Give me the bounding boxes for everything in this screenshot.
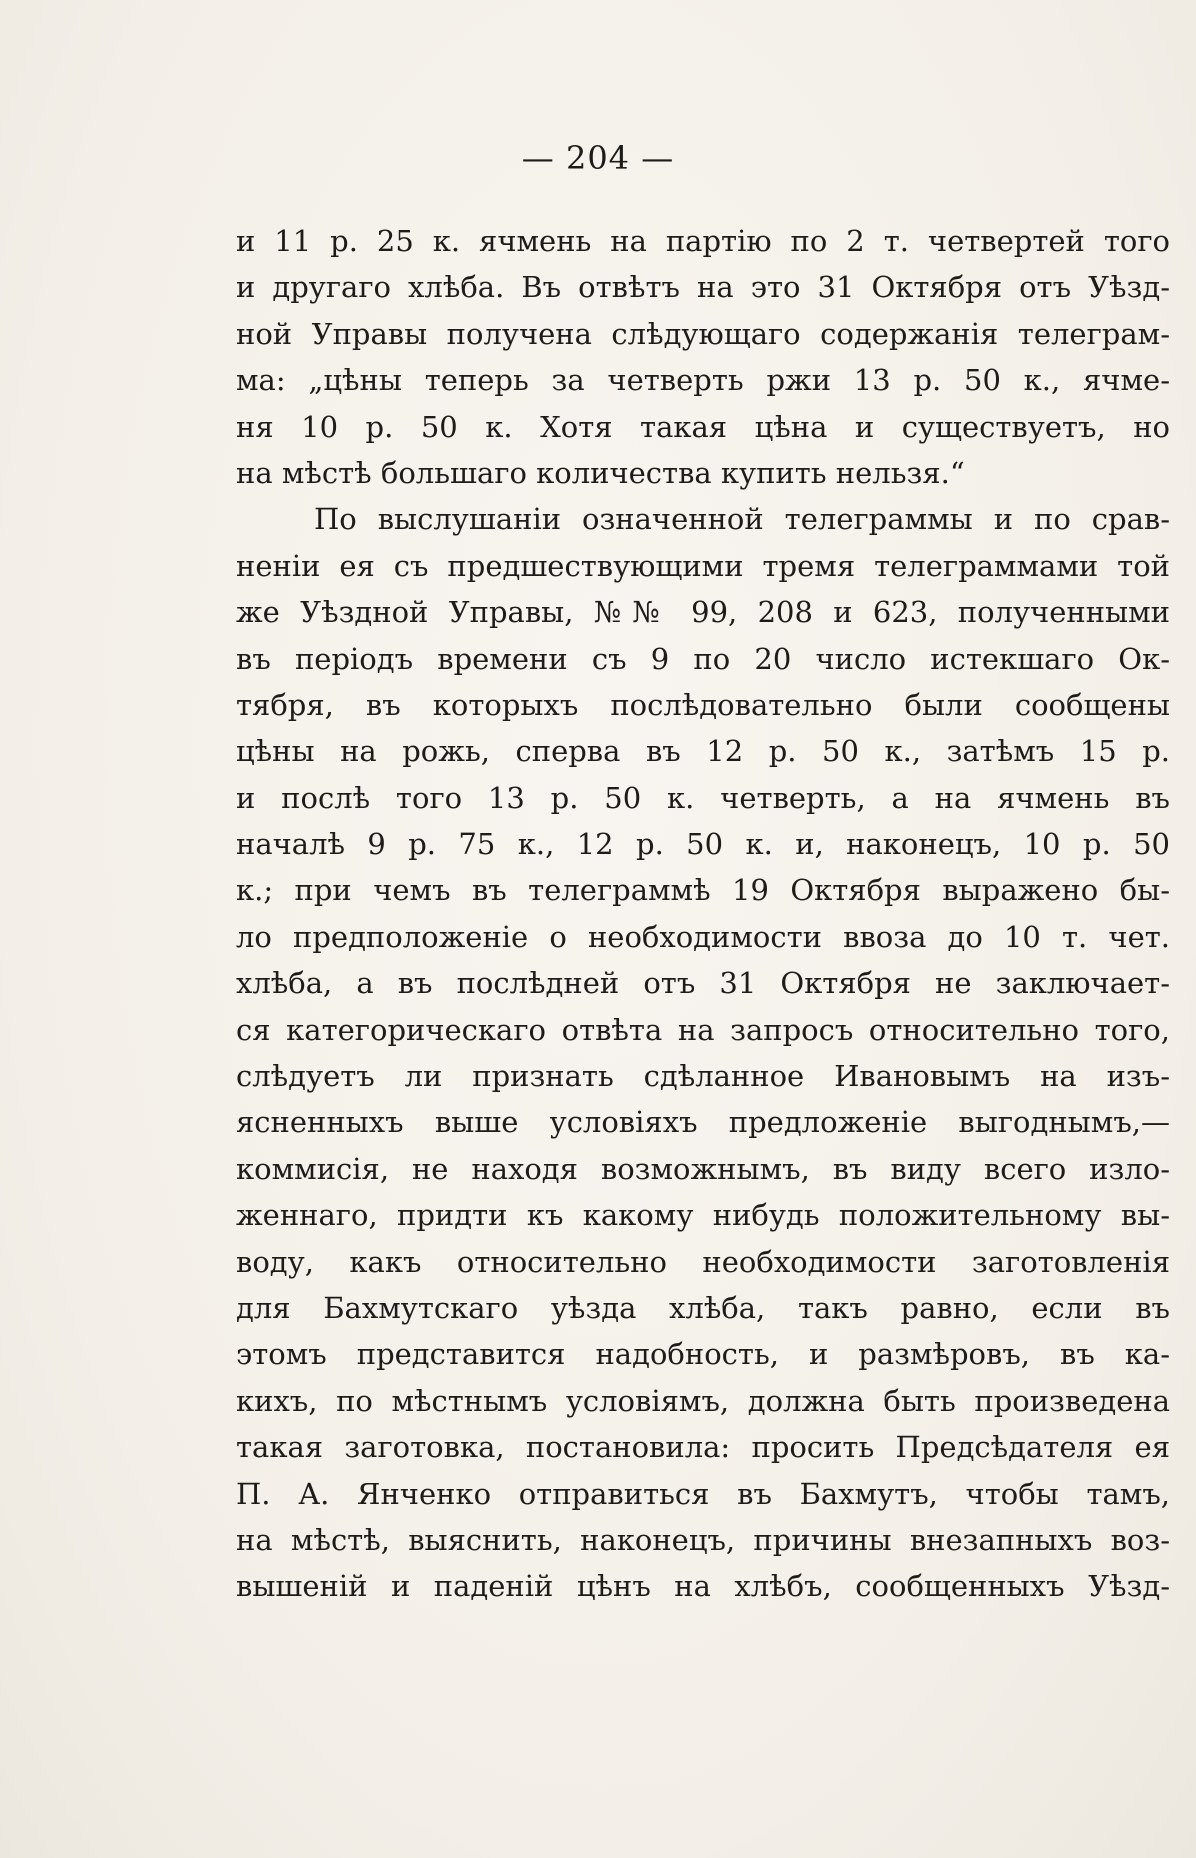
text-line: По выслушаніи означенной телеграммы и по срав- [314, 502, 1170, 537]
text-line: женнаго, придти къ какому нибудь положительному вы- [236, 1198, 1170, 1233]
text-line: и 11 р. 25 к. ячмень на партію по 2 т. четвертей того [236, 224, 1170, 258]
text-line: ясненныхъ выше условіяхъ предложеніе выгоднымъ,— [236, 1105, 1170, 1140]
text-line: и послѣ того 13 р. 50 к. четверть, а на ячмень въ [236, 780, 1170, 815]
text-line: этомъ представится надобность, и размѣровъ, въ ка- [236, 1337, 1170, 1372]
text-line: ма: „цѣны теперь за четверть ржи 13 р. 50 к., ячме- [236, 363, 1170, 398]
text-line: цѣны на рожь, сперва въ 12 р. 50 к., затѣмъ 15 р. [236, 734, 1170, 769]
text-line: началѣ 9 р. 75 к., 12 р. 50 к. и, наконецъ, 10 р. 50 [236, 827, 1170, 862]
text-line: ло предположеніе о необходимости ввоза до 10 т. чет. [236, 919, 1170, 954]
paragraph-2 [236, 496, 1170, 1609]
text-line: слѣдуетъ ли признать сдѣланное Ивановымъ на изъ- [236, 1059, 1170, 1094]
text-line: въ періодъ времени съ 9 по 20 число истекшаго Ок- [236, 641, 1170, 676]
text-line: ной Управы получена слѣдующаго содержанія телеграм- [236, 316, 1170, 351]
text-line: на мѣстѣ большаго количества купить нельзя.“ [236, 455, 965, 490]
text-line: коммисія, не находя возможнымъ, въ виду всего изло- [236, 1151, 1170, 1186]
text-line: П. А. Янченко отправиться въ Бахмутъ, чтобы тамъ, [236, 1476, 1170, 1511]
text-line: ся категорическаго отвѣта на запросъ относительно того, [236, 1012, 1170, 1047]
text-line: воду, какъ относительно необходимости заготовленія [236, 1244, 1170, 1279]
page-number: — 204 — [521, 139, 675, 177]
text-line: вышеній и паденій цѣнъ на хлѣбъ, сообщенныхъ Уѣзд- [236, 1569, 1170, 1604]
text-line: и другаго хлѣба. Въ отвѣтъ на это 31 Октября отъ Уѣзд- [236, 270, 1170, 305]
text-line: ня 10 р. 50 к. Хотя такая цѣна и существуетъ, но [236, 409, 1170, 444]
text-line: неніи ея съ предшествующими тремя телеграммами той [236, 548, 1170, 583]
text-line: на мѣстѣ, выяснить, наконецъ, причины внезапныхъ воз- [236, 1522, 1170, 1557]
text-line: для Бахмутскаго уѣзда хлѣба, такъ равно, если въ [236, 1290, 1170, 1325]
text-line: кихъ, по мѣстнымъ условіямъ, должна быть произведена [236, 1383, 1170, 1418]
text-line: хлѣба, а въ послѣдней отъ 31 Октября не заключает- [236, 966, 1170, 1001]
text-line: же Уѣздной Управы, №№ 99, 208 и 623, полученными [236, 595, 1170, 630]
text-line: к.; при чемъ въ телеграммѣ 19 Октября выражено бы- [236, 873, 1170, 908]
text-line: такая заготовка, постановила: просить Предсѣдателя ея [236, 1430, 1170, 1465]
text-line: тября, въ которыхъ послѣдовательно были сообщены [236, 687, 1170, 722]
body-text [236, 218, 1170, 1610]
paragraph-1 [236, 218, 1170, 496]
